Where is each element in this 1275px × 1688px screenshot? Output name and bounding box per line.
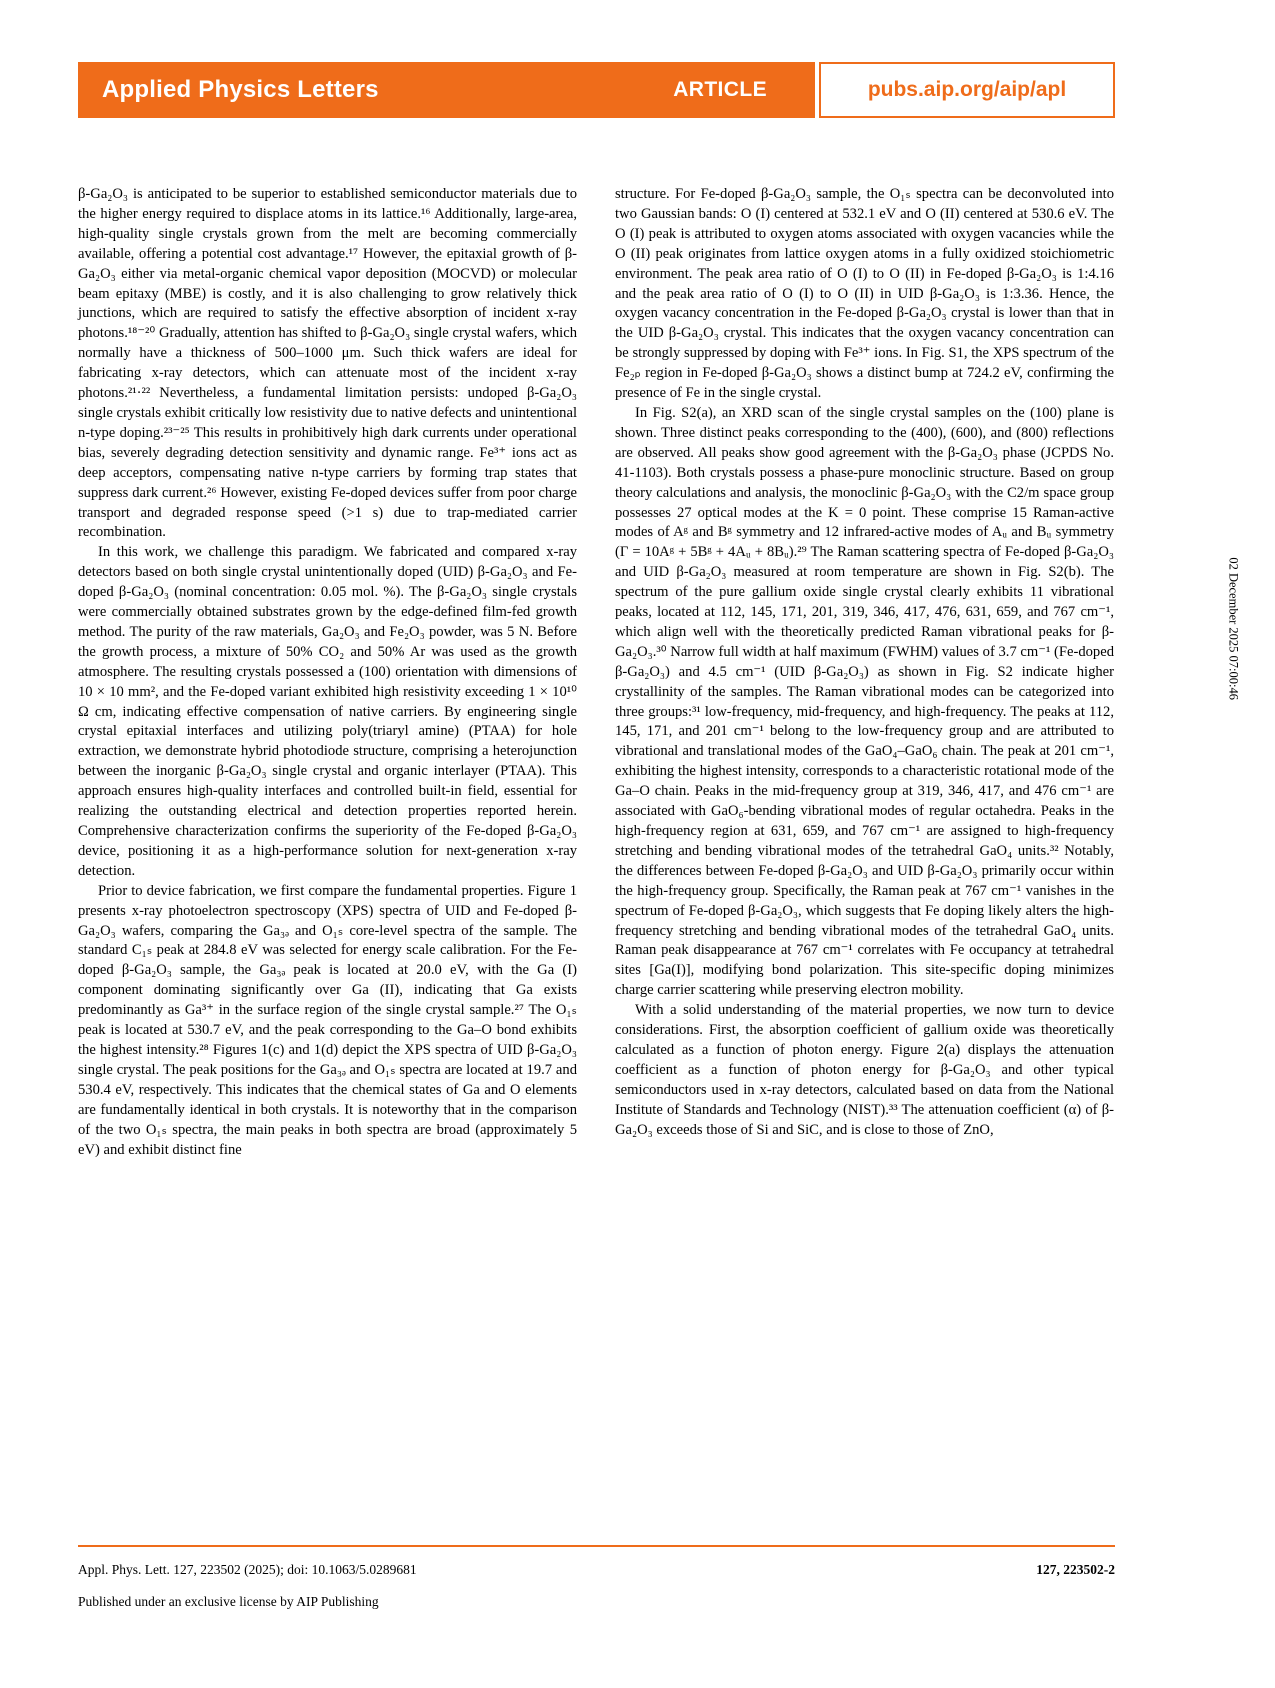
paragraph: With a solid understanding of the material properties, we now turn to device considerations. First, the absorption coefficient of gallium oxide was theoretically calculated as a function of photon energy. Figure 2(a) displays the attenuation coefficient as a function of photon energy for β-Ga₂O₃ and other typical semiconductors used in x-ray detectors, calculated based on data from the National Institute of Standards and Technology (NIST).³³ The attenuation coefficient (α) of β-Ga₂O₃ exceeds those of Si and SiC, and is close to those of ZnO,	[615, 1002, 1114, 1138]
header-banner	[78, 62, 815, 118]
paragraph: In this work, we challenge this paradigm. We fabricated and compared x-ray detectors based on both single crystal unintentionally doped (UID) β-Ga₂O₃ and Fe-doped β-Ga₂O₃ (nominal concentration: 0.05 mol. %). The β-Ga₂O₃ single crystals were commercially obtained substrates grown by the edge-defined film-fed growth method. The purity of the raw materials, Ga₂O₃ and Fe₂O₃ powder, was 5 N. Before the growth process, a mixture of 50% CO₂ and 50% Ar was used as the growth atmosphere. The resulting crystals possessed a (100) orientation with dimensions of 10 × 10 mm², and the Fe-doped variant exhibited high resistivity exceeding 1 × 10¹⁰ Ω cm, indicating effective compensation of native carriers. By engineering single crystal epitaxial interfaces and utilizing poly(triaryl amine) (PTAA) for hole extraction, we demonstrate hybrid photodiode structure, comprising a heterojunction between the inorganic β-Ga₂O₃ single crystal and organic interlayer (PTAA). This approach ensures high-quality interfaces and controlled built-in field, essential for realizing the outstanding electrical and detection properties reported herein. Comprehensive characterization confirms the superiority of the Fe-doped β-Ga₂O₃ device, positioning it as a high-performance solution for next-generation x-ray detection.	[78, 544, 577, 879]
page-footer	[78, 1562, 1115, 1610]
publisher-link-box[interactable]	[819, 62, 1115, 118]
column-left	[78, 185, 577, 1160]
column-right	[615, 185, 1114, 1160]
paragraph: Prior to device fabrication, we first compare the fundamental properties. Figure 1 presents x-ray photoelectron spectroscopy (XPS) spectra of UID and Fe-doped β-Ga₂O₃ wafers, comparing the Ga₃ₔ and O₁ₛ core-level spectra of the sample. The standard C₁ₛ peak at 284.8 eV was selected for energy scale calibration. For the Fe-doped β-Ga₂O₃ sample, the Ga₃ₔ peak is located at 20.0 eV, with the Ga (I) component dominating significantly over Ga (II), indicating that Ga exists predominantly as Ga³⁺ in the surface region of the single crystal sample.²⁷ The O₁ₛ peak is located at 530.7 eV, and the peak corresponding to the Ga–O bond exhibits the highest intensity.²⁸ Figures 1(c) and 1(d) depict the XPS spectra of UID β-Ga₂O₃ single crystal. The peak positions for the Ga₃ₔ and O₁ₛ spectra are located at 19.7 and 530.4 eV, respectively. This indicates that the chemical states of Ga and O elements are fundamentally identical in both crystals. It is noteworthy that in the comparison of the two O₁ₛ spectra, the main peaks in both spectra are broad (approximately 5 eV) and exhibit distinct fine	[78, 882, 577, 1158]
footer-divider	[78, 1545, 1115, 1547]
page-number: 127, 223502-2	[1036, 1562, 1115, 1577]
journal-title: Applied Physics Letters	[102, 76, 379, 103]
download-timestamp: 02 December 2025 07:00:46	[1227, 557, 1241, 700]
publisher-url-link[interactable]: pubs.aip.org/aip/apl	[867, 78, 1067, 101]
article-body	[78, 185, 1115, 1160]
article-type-label: ARTICLE	[673, 78, 767, 101]
license-text: Published under an exclusive license by AIP Publishing	[78, 1594, 379, 1609]
page-header	[78, 62, 1115, 118]
paragraph: β-Ga₂O₃ is anticipated to be superior to established semiconductor materials due to the higher energy required to displace atoms in its lattice.¹⁶ Additionally, large-area, high-quality single crystals grown from the melt are becoming commercially available, offering a potential cost advantage.¹⁷ However, the epitaxial growth of β-Ga₂O₃ either via metal-organic chemical vapor deposition (MOCVD) or molecular beam epitaxy (MBE) is costly, and it is also challenging to grow relatively thick junctions, which are required to satisfy the effective absorption of incident x-ray photons.¹⁸⁻²⁰ Gradually, attention has shifted to β-Ga₂O₃ single crystal wafers, which normally have a thickness of 500–1000 μm. Such thick wafers are ideal for fabricating x-ray detectors, which can attenuate most of the incident x-ray photons.²¹·²² Nevertheless, a fundamental limitation persists: undoped β-Ga₂O₃ single crystals exhibit critically low resistivity due to native defects and unintentional n-type doping.²³⁻²⁵ This results in prohibitively high dark currents under operational bias, severely degrading detection sensitivity and dynamic range. Fe³⁺ ions act as deep acceptors, compensating native n-type carriers by forming trap states that suppress dark current.²⁶ However, existing Fe-doped devices suffer from poor charge transport and degraded response speed (>1 s) due to trap-mediated carrier recombination.	[78, 186, 577, 541]
paragraph: In Fig. S2(a), an XRD scan of the single crystal samples on the (100) plane is shown. Three distinct peaks corresponding to the (400), (600), and (800) reflections are observed. All peaks show good agreement with the β-Ga₂O₃ phase (JCPDS No. 41-1103). Both crystals possess a phase-pure monoclinic structure. Based on group theory calculations and analysis, the monoclinic β-Ga₂O₃ with the C2/m space group possesses 27 optical modes at the K = 0 point. These comprise 15 Raman-active modes of Aᵍ and Bᵍ symmetry and 12 infrared-active modes of Aᵤ and Bᵤ symmetry (Γ = 10Aᵍ + 5Bᵍ + 4Aᵤ + 8Bᵤ).²⁹ The Raman scattering spectra of Fe-doped β-Ga₂O₃ and UID β-Ga₂O₃ measured at room temperature are shown in Fig. S2(b). The spectrum of the pure gallium oxide single crystal clearly exhibits 11 vibrational peaks, located at 112, 145, 171, 201, 319, 346, 417, 476, 631, 659, and 767 cm⁻¹, which align well with the theoretically predicted Raman vibrational peaks for β-Ga₂O₃.³⁰ Narrow full width at half maximum (FWHM) values of 3.7 cm⁻¹ (Fe-doped β-Ga₂O₃) and 4.5 cm⁻¹ (UID β-Ga₂O₃) as shown in Fig. S2 indicate higher crystallinity of the samples. The Raman vibrational modes can be categorized into three groups:³¹ low-frequency, mid-frequency, and high-frequency. The peaks at 112, 145, 171, and 201 cm⁻¹ belong to the low-frequency group and are attributed to vibrational and translational modes of the GaO₄–GaO₆ chain. The peak at 201 cm⁻¹, exhibiting the highest intensity, corresponds to a characteristic rotational mode of the Ga–O chain. Peaks in the mid-frequency group at 319, 346, 417, and 476 cm⁻¹ are associated with GaO₆-bending vibrational modes of regular octahedra. Peaks in the high-frequency region at 631, 659, and 767 cm⁻¹ are assigned to high-frequency stretching and bending vibrational modes of the tetrahedral GaO₄ units.³² Notably, the differences between Fe-doped β-Ga₂O₃ and UID β-Ga₂O₃ primarily occur within the high-frequency group. Specifically, the Raman peak at 767 cm⁻¹ vanishes in the spectrum of Fe-doped β-Ga₂O₃, which suggests that Fe doping likely alters the high-frequency stretching and bending vibrational modes of the tetrahedral GaO₄ units. Raman peak disappearance at 767 cm⁻¹ correlates with Fe occupancy at tetrahedral sites [Ga(I)], modifying bond polarization. This site-specific doping minimizes charge carrier scattering while preserving electron mobility.	[615, 404, 1114, 999]
citation-text: Appl. Phys. Lett. 127, 223502 (2025); doi: 10.1063/5.0289681	[78, 1562, 417, 1577]
paragraph: structure. For Fe-doped β-Ga₂O₃ sample, the O₁ₛ spectra can be deconvoluted into two Gaussian bands: O (I) centered at 532.1 eV and O (II) centered at 530.6 eV. The O (I) peak is attributed to oxygen atoms associated with oxygen vacancies while the O (II) peak originates from lattice oxygen atoms in a fully oxidized stoichiometric environment. The peak area ratio of O (I) to O (II) in Fe-doped β-Ga₂O₃ is 1:4.16 and the peak area ratio of O (I) to O (II) in UID β-Ga₂O₃ is 1:3.36. Hence, the oxygen vacancy concentration in the Fe-doped β-Ga₂O₃ crystal is lower than that in the UID β-Ga₂O₃ crystal. This indicates that the oxygen vacancy concentration can be strongly suppressed by doping with Fe³⁺ ions. In Fig. S1, the XPS spectrum of the Fe₂ₚ region in Fe-doped β-Ga₂O₃ shows a distinct bump at 724.2 eV, confirming the presence of Fe in the single crystal.	[615, 186, 1114, 402]
